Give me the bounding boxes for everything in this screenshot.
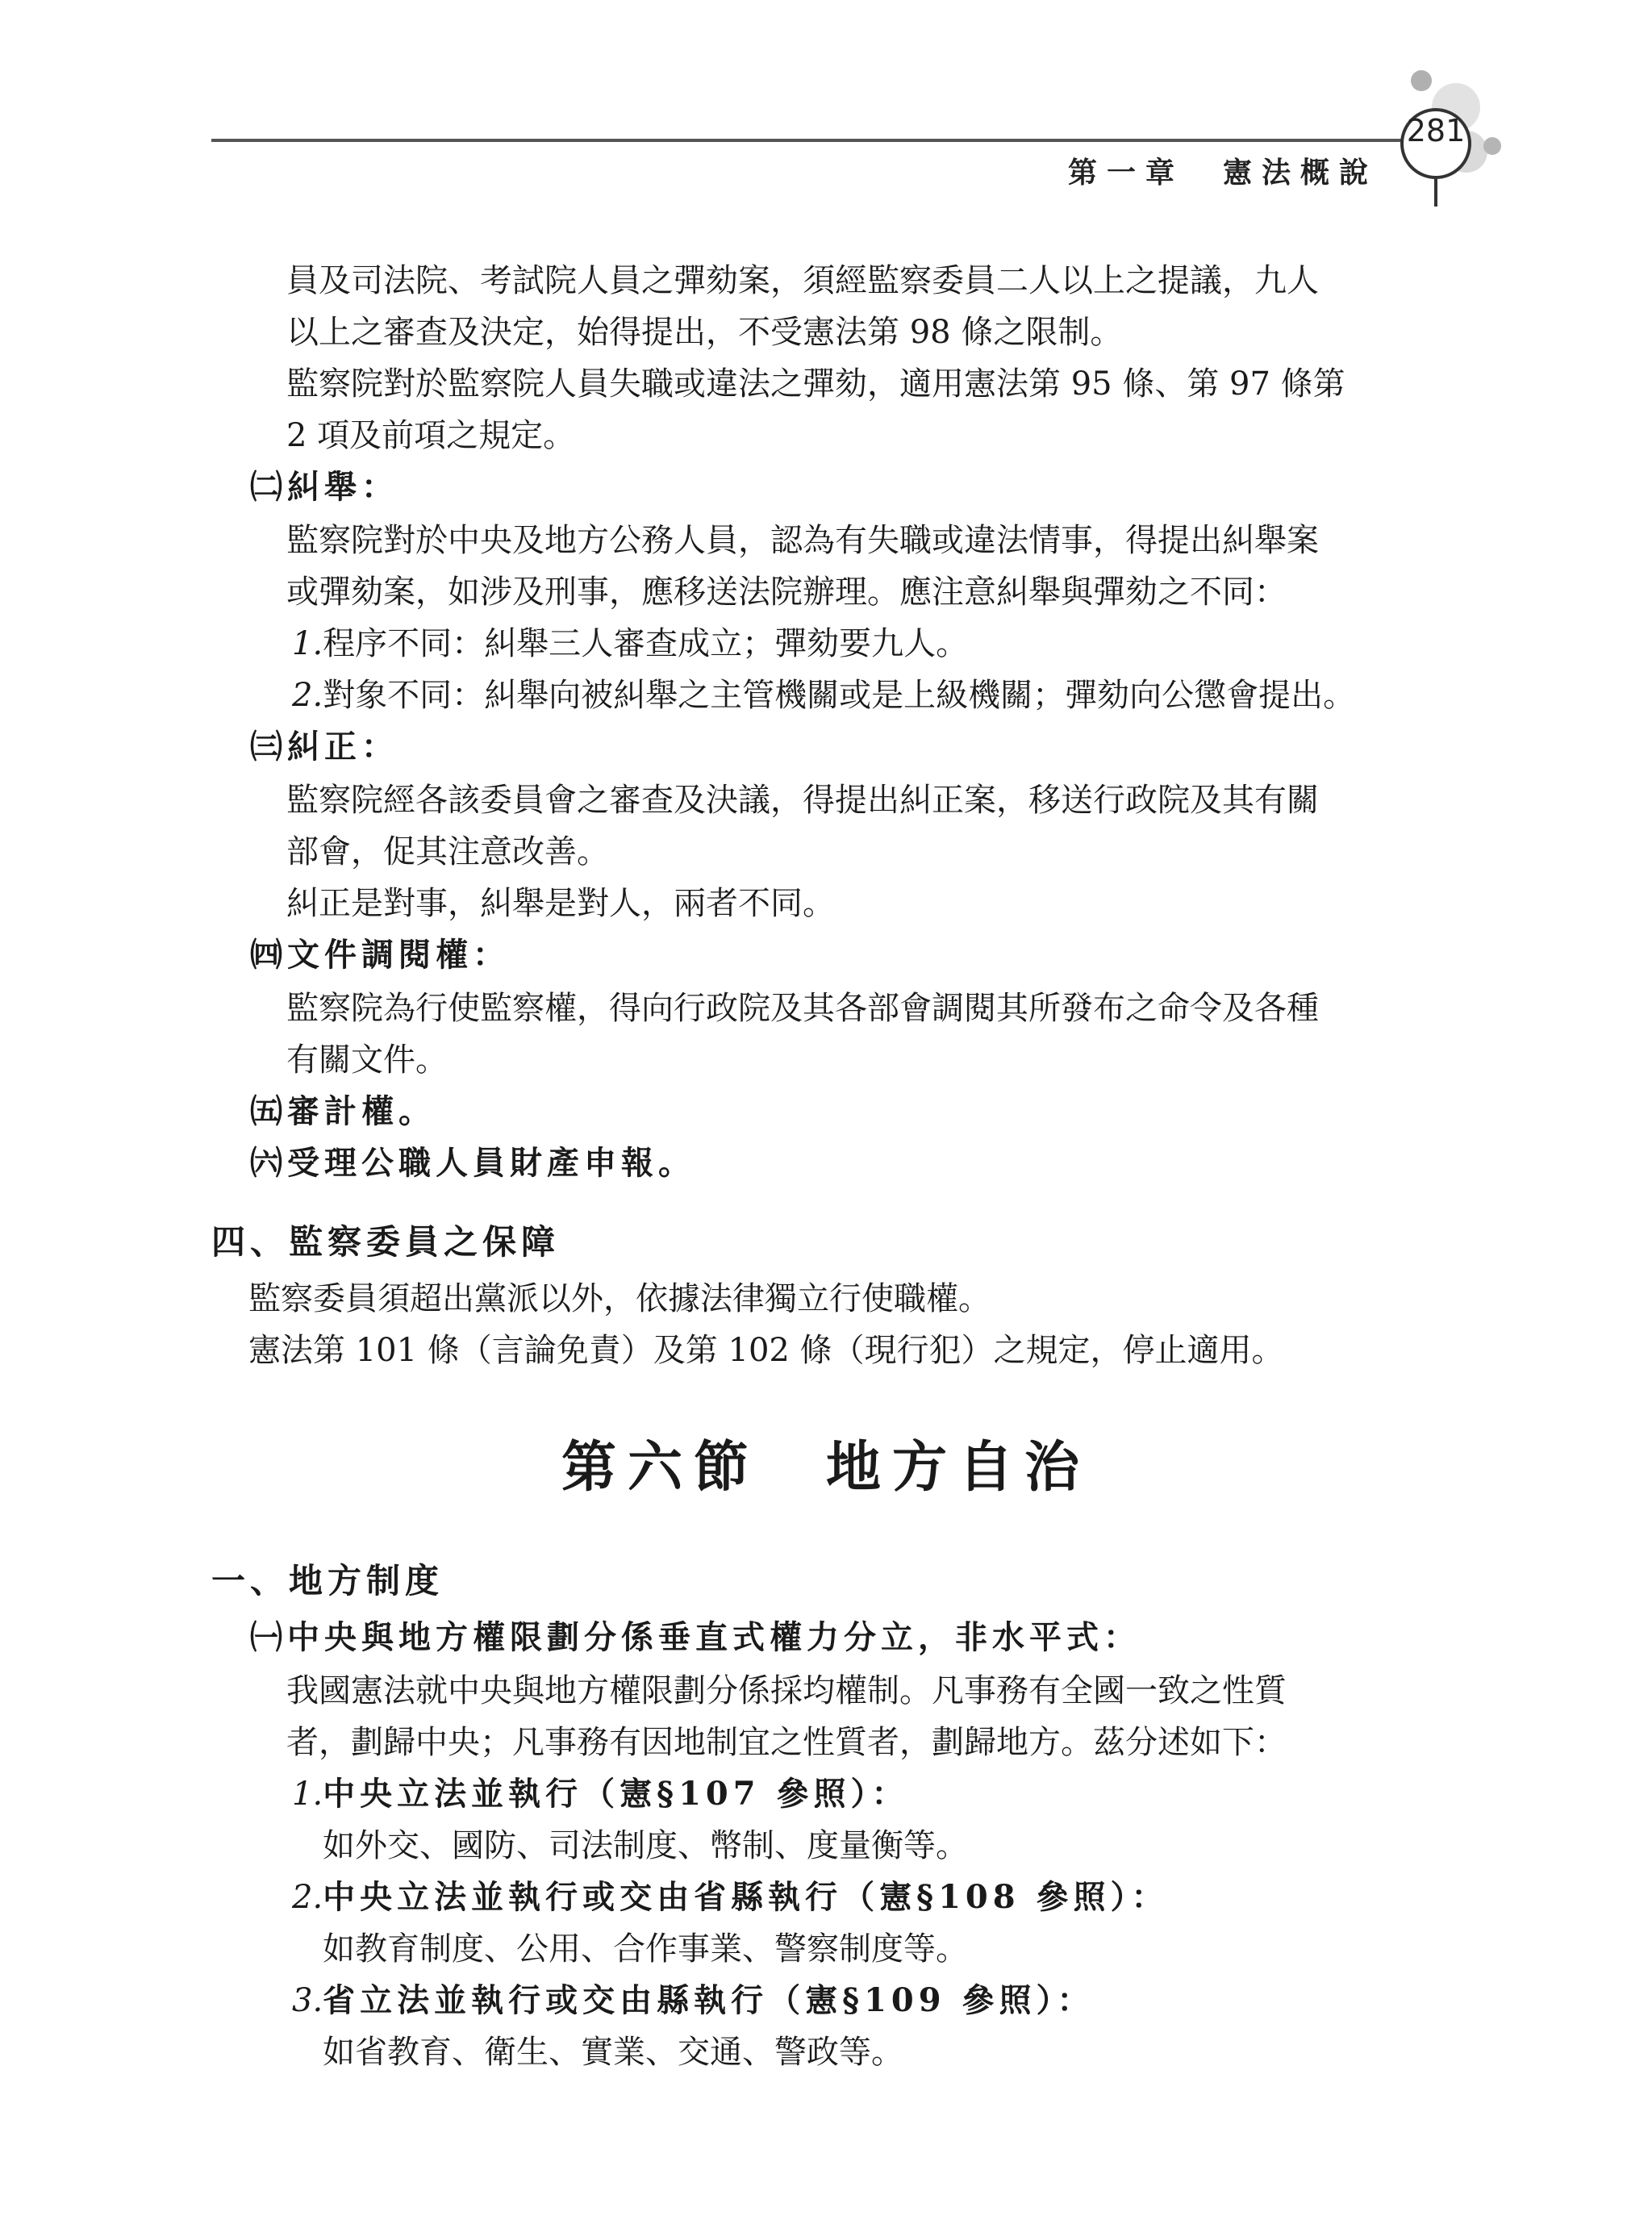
paragraph-line: 監察委員須超出黨派以外，依據法律獨立行使職權。 — [248, 1280, 991, 1317]
paragraph-line: 員及司法院、考試院人員之彈劾案，須經監察委員二人以上之提議，九人 — [286, 262, 1319, 299]
heading-baozhang: 四、監察委員之保障 — [211, 1222, 561, 1262]
sub-heading-shenji: ㈤審計權。 — [250, 1092, 436, 1130]
item-number: 3. — [292, 1982, 323, 2019]
paragraph-line: 憲法第 101 條（言論免責）及第 102 條（現行犯）之規定，停止適用。 — [248, 1332, 1284, 1369]
item-text: 程序不同：糾舉三人審查成立；彈劾要九人。 — [323, 625, 969, 662]
paragraph-line: 監察院經各該委員會之審查及決議，得提出糾正案，移送行政院及其有關 — [286, 782, 1319, 819]
list-item — [292, 1976, 1095, 2025]
sub-heading-wenjian: ㈣文件調閱權： — [250, 936, 510, 974]
item-title: 中央立法並執行或交由省縣執行（憲§108 參照）： — [323, 1878, 1169, 1916]
list-item — [292, 1873, 1169, 1922]
paragraph-line: 監察院對於監察院人員失職或違法之彈劾，適用憲法第 95 條、第 97 條第 — [286, 365, 1345, 403]
item-number: 1. — [292, 1776, 323, 1813]
page-number: 281 — [1406, 113, 1466, 148]
sub-heading-jiuju: ㈡糾舉： — [250, 468, 398, 506]
paragraph-line: 糾正是對事，糾舉是對人，兩者不同。 — [286, 885, 835, 922]
item-desc: 如省教育、衛生、實業、交通、警政等。 — [323, 2034, 903, 2071]
list-item — [292, 671, 1355, 720]
paragraph-line: 2 項及前項之規定。 — [286, 417, 576, 454]
heading-difang: 一、地方制度 — [211, 1561, 444, 1601]
section-title: 第六節 地方自治 — [561, 1435, 1091, 1500]
paragraph-line: 以上之審查及決定，始得提出，不受憲法第 98 條之限制。 — [286, 314, 1123, 351]
list-item — [292, 1770, 909, 1818]
item-desc: 如外交、國防、司法制度、幣制、度量衡等。 — [323, 1827, 968, 1864]
item-title: 省立法並執行或交由縣執行（憲§109 參照）： — [323, 1981, 1095, 2019]
item-title: 中央立法並執行（憲§107 參照）： — [323, 1775, 909, 1813]
sub-heading-jiuzheng: ㈢糾正： — [250, 728, 398, 766]
paragraph-line: 監察院對於中央及地方公務人員，認為有失職或違法情事，得提出糾舉案 — [286, 522, 1319, 559]
sub-heading-shouli: ㈥受理公職人員財產申報。 — [250, 1144, 695, 1182]
item-number: 2. — [292, 677, 323, 714]
paragraph-line: 者，劃歸中央；凡事務有因地制宜之性質者，劃歸地方。茲分述如下： — [286, 1724, 1287, 1761]
paragraph-line: 或彈劾案，如涉及刑事，應移送法院辦理。應注意糾舉與彈劾之不同： — [286, 574, 1287, 611]
list-item — [292, 620, 968, 668]
paragraph-line: 我國憲法就中央與地方權限劃分係採均權制。凡事務有全國一致之性質 — [286, 1672, 1287, 1709]
item-desc: 如教育制度、公用、合作事業、警察制度等。 — [323, 1930, 968, 1968]
item-number: 2. — [292, 1879, 323, 1916]
item-text: 對象不同：糾舉向被糾舉之主管機關或是上級機關；彈劾向公懲會提出。 — [323, 677, 1356, 714]
sub-heading-quanxian: ㈠中央與地方權限劃分係垂直式權力分立，非水平式： — [250, 1618, 1141, 1656]
item-number: 1. — [292, 625, 323, 662]
chapter-header: 第一章 憲法概說 — [1067, 156, 1378, 190]
paragraph-line: 監察院為行使監察權，得向行政院及其各部會調閱其所發布之命令及各種 — [286, 990, 1319, 1027]
paragraph-line: 有關文件。 — [286, 1041, 448, 1079]
paragraph-line: 部會，促其注意改善。 — [286, 833, 609, 870]
